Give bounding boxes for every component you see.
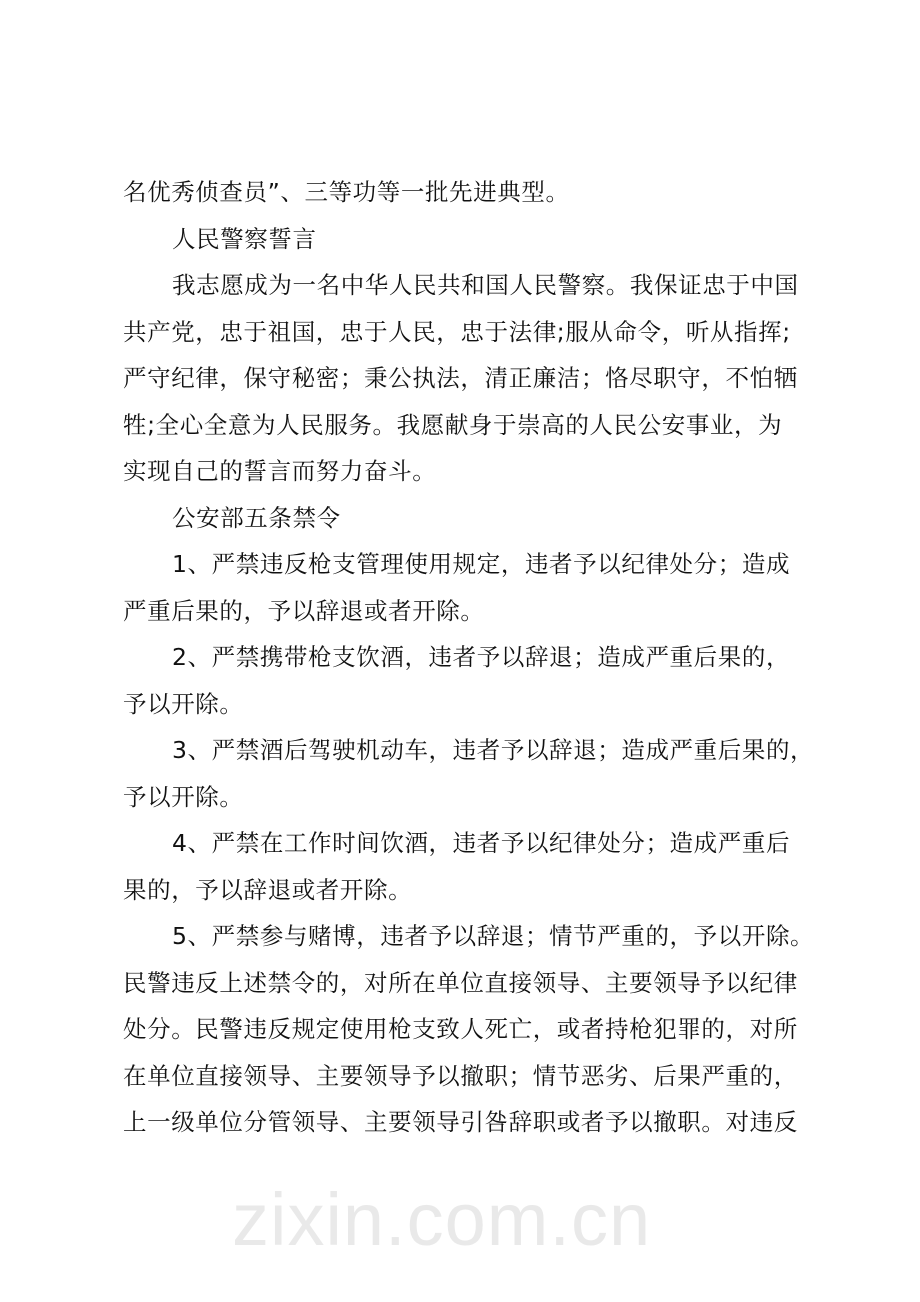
text-line: 上一级单位分管领导、主要领导引咎辞职或者予以撤职。对违反 bbox=[123, 1108, 798, 1136]
text-line: 民警违反上述禁令的，对所在单位直接领导、主要领导予以纪律 bbox=[123, 968, 798, 997]
text-line: 3、严禁酒后驾驶机动车，违者予以辞退；造成严重后果的， bbox=[172, 736, 815, 764]
watermark: zixin.com.cn bbox=[232, 1178, 652, 1261]
document-body bbox=[123, 169, 843, 1146]
text-line: 5、严禁参与赌博，违者予以辞退；情节严重的，予以开除。 bbox=[172, 922, 815, 950]
text-line: 严守纪律，保守秘密；秉公执法，清正廉洁；恪尽职守，不怕牺 bbox=[123, 364, 798, 392]
text-line: 人民警察誓言 bbox=[172, 224, 317, 253]
text-line: 实现自己的誓言而努力奋斗。 bbox=[123, 457, 437, 485]
text-line: 名优秀侦查员”、三等功等一批先进典型。 bbox=[123, 178, 570, 206]
text-line: 4、严禁在工作时间饮酒，违者予以纪律处分；造成严重后 bbox=[172, 829, 791, 857]
text-line: 我志愿成为一名中华人民共和国人民警察。我保证忠于中国 bbox=[172, 271, 799, 299]
text-line: 予以开除。 bbox=[123, 782, 244, 811]
text-line: 予以开除。 bbox=[123, 689, 244, 718]
text-line: 处分。民警违反规定使用枪支致人死亡，或者持枪犯罪的，对所 bbox=[123, 1015, 798, 1043]
text-line: 严重后果的，予以辞退或者开除。 bbox=[123, 596, 485, 625]
text-line: 牲;全心全意为人民服务。我愿献身于崇高的人民公安事业，为 bbox=[123, 410, 783, 439]
text-line: 2、严禁携带枪支饮酒，违者予以辞退；造成严重后果的， bbox=[172, 643, 791, 671]
text-line: 1、严禁违反枪支管理使用规定，违者予以纪律处分；造成 bbox=[172, 550, 791, 578]
text-line: 果的，予以辞退或者开除。 bbox=[123, 875, 413, 904]
text-line: 在单位直接领导、主要领导予以撤职；情节恶劣、后果严重的， bbox=[123, 1061, 798, 1090]
text-line: 公安部五条禁令 bbox=[172, 503, 341, 532]
text-line: 共产党，忠于祖国，忠于人民，忠于法律;服从命令，听从指挥; bbox=[123, 317, 791, 346]
